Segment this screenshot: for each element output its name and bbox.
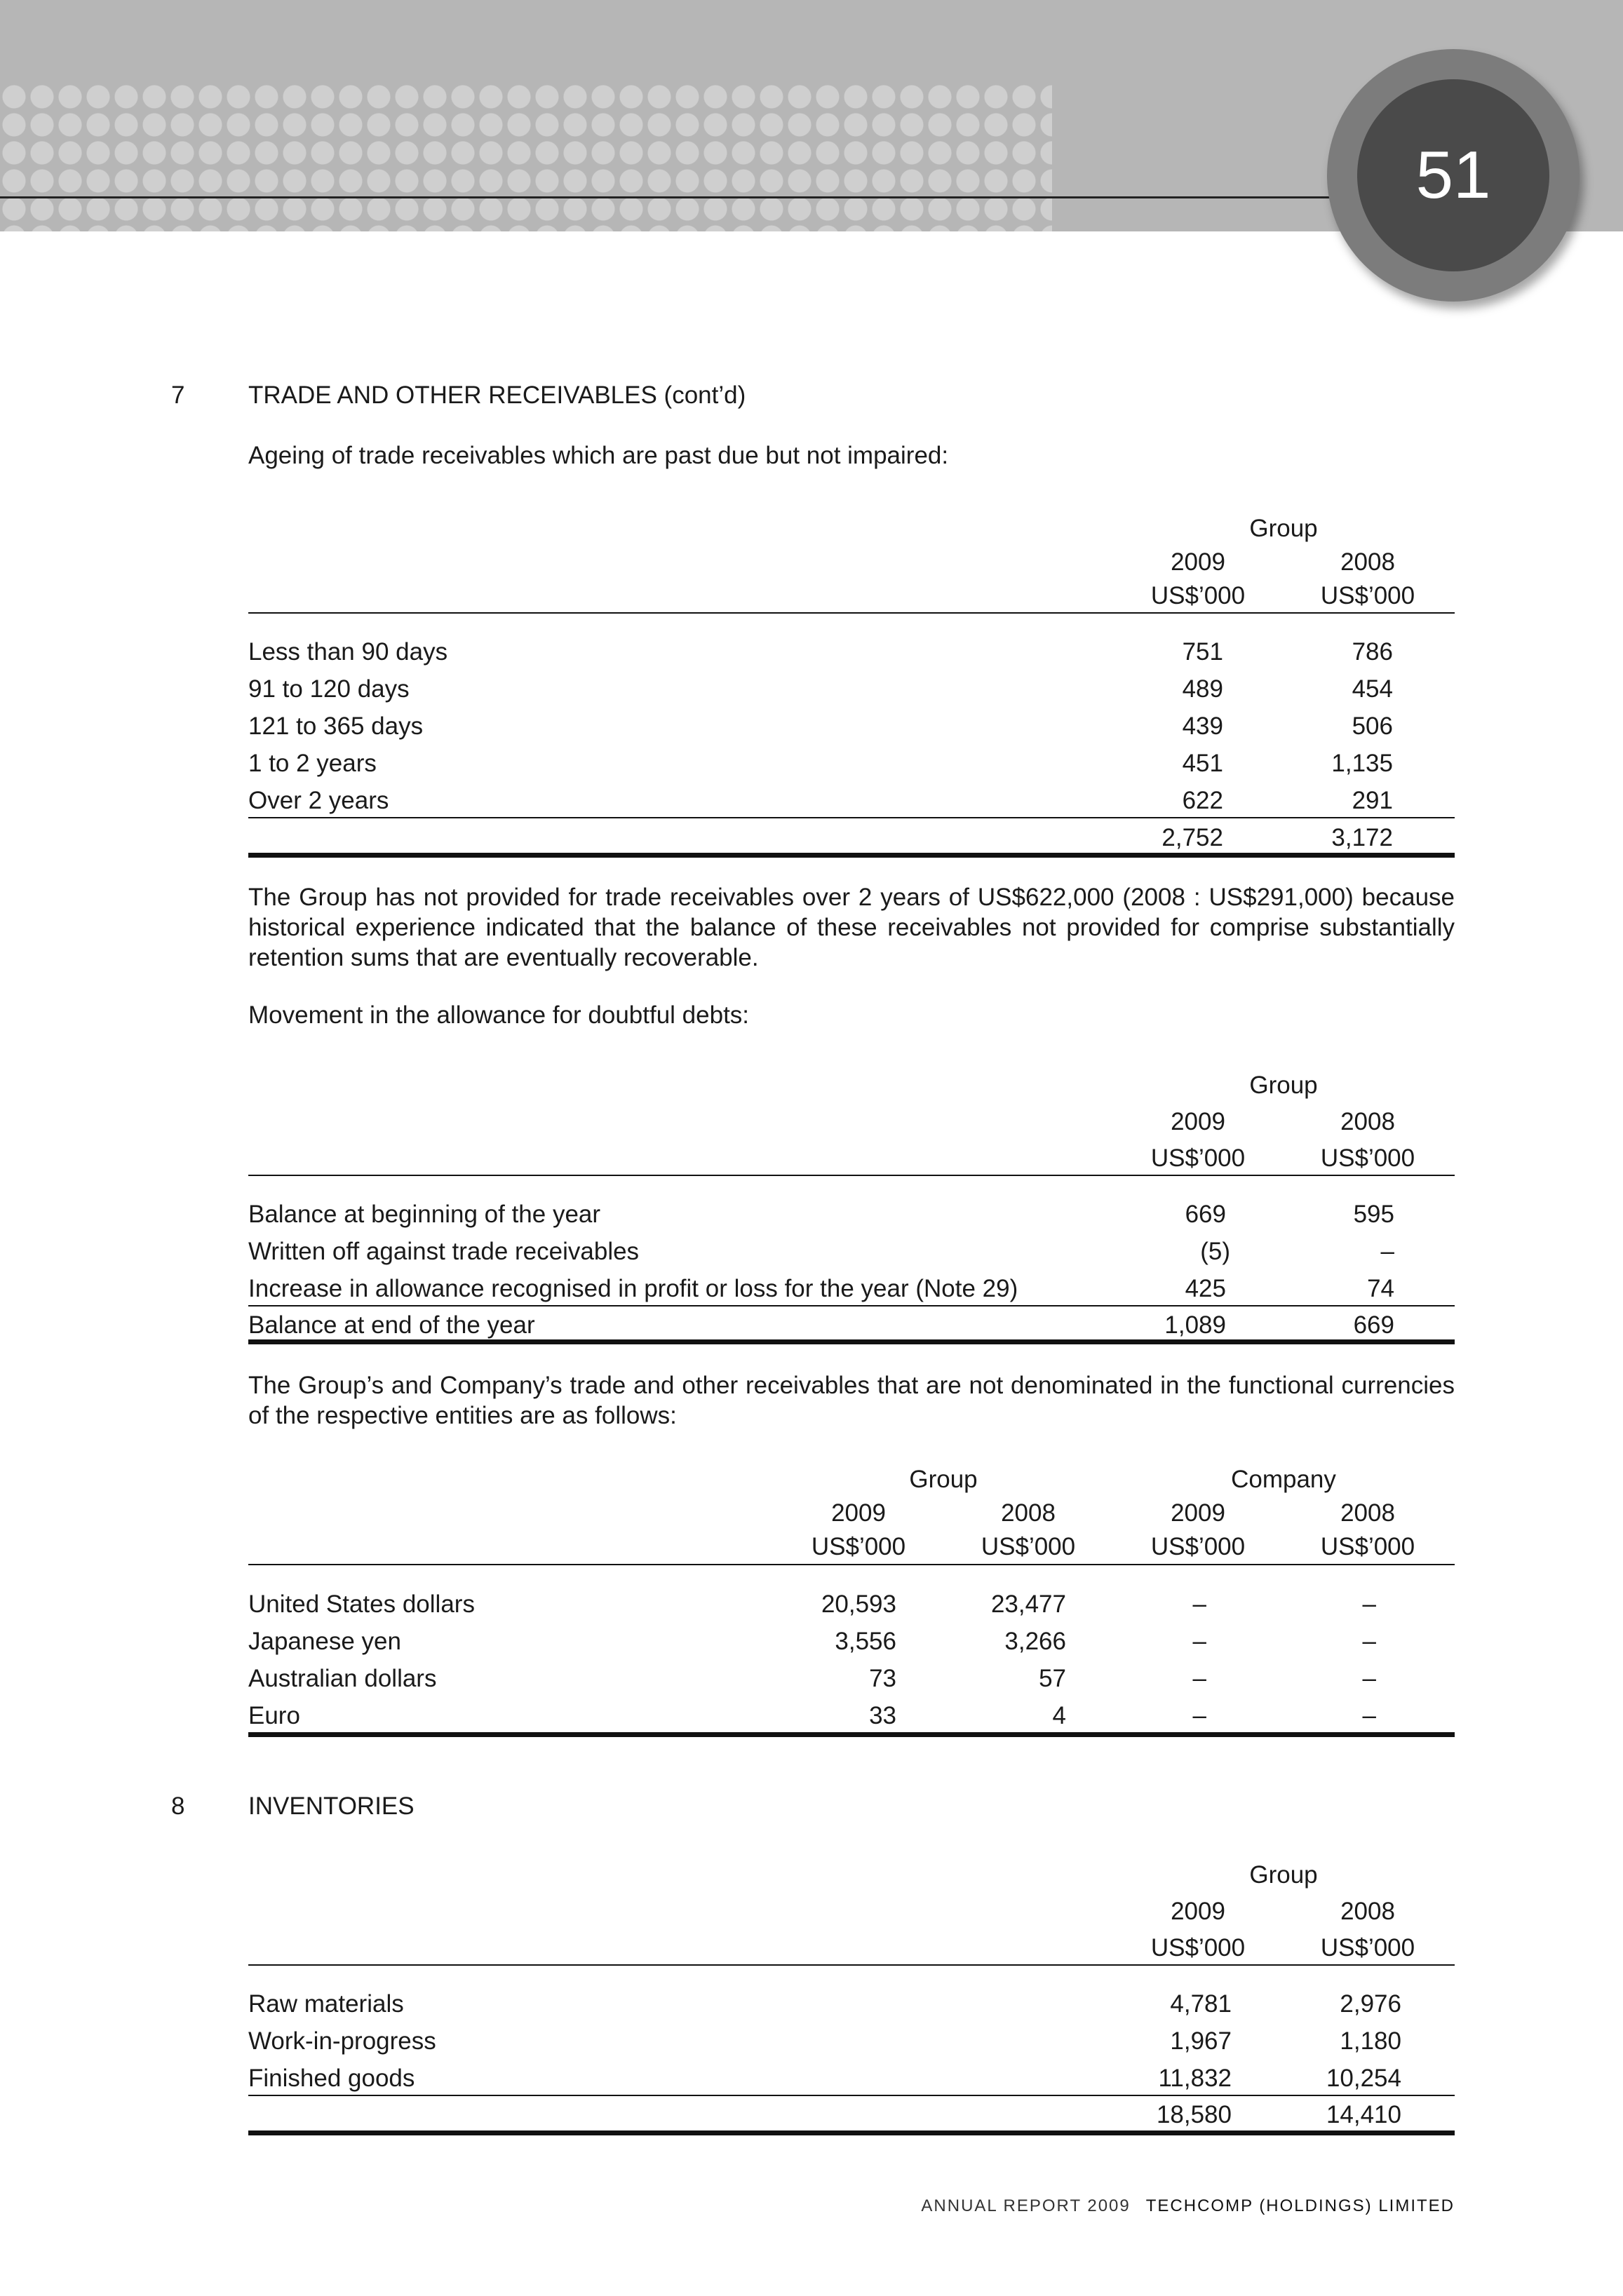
unit-header: US$’000	[1150, 1934, 1246, 1961]
value-2008: 1,135	[1331, 750, 1393, 777]
unit-header: US$’000	[1150, 1144, 1246, 1172]
year-header: 2008	[1340, 1898, 1395, 1925]
year-header: 2009	[1171, 1499, 1225, 1527]
unit-header: US$’000	[981, 1533, 1076, 1560]
group-2008: 3,266	[1004, 1628, 1066, 1655]
value-2008: 291	[1352, 787, 1393, 814]
subtotal-rule	[248, 1305, 1455, 1306]
group-2009: 33	[869, 1702, 896, 1729]
year-header: 2008	[1340, 548, 1395, 576]
total-2009: 2,752	[1161, 824, 1223, 851]
value-2009: 1,967	[1170, 2027, 1232, 2055]
row-label: Written off against trade receivables	[248, 1238, 640, 1265]
row-label: Euro	[248, 1702, 300, 1729]
company-2008: –	[1362, 1665, 1376, 1692]
total-rule	[248, 1732, 1455, 1737]
total-rule	[248, 853, 1455, 858]
group-2008: 57	[1039, 1665, 1066, 1692]
value-2008: 595	[1353, 1201, 1394, 1228]
section-number: 8	[171, 1792, 185, 1820]
header-rule	[0, 196, 1347, 198]
page-footer	[921, 2196, 1455, 2216]
unit-header: US$’000	[1150, 1533, 1246, 1560]
group-2008: 23,477	[990, 1591, 1066, 1618]
row-label: Japanese yen	[248, 1628, 401, 1655]
allowance-intro: Movement in the allowance for doubtful debts:	[248, 1001, 750, 1029]
section-number: 7	[171, 381, 185, 409]
value-2008: 2,976	[1340, 1990, 1401, 2018]
company-2008: –	[1362, 1591, 1376, 1618]
row-label: Raw materials	[248, 1990, 404, 2018]
value-2009: 622	[1182, 787, 1223, 814]
group-2009: 20,593	[821, 1591, 896, 1618]
total-label: Balance at end of the year	[248, 1311, 535, 1339]
row-label: Increase in allowance recognised in profit or loss for the year (Note 29)	[248, 1275, 1018, 1302]
value-2009: 4,781	[1170, 1990, 1232, 2018]
unit-header: US$’000	[1320, 1533, 1415, 1560]
year-header: 2009	[1171, 1108, 1225, 1135]
unit-header: US$’000	[1150, 582, 1246, 609]
subtotal-rule	[248, 2095, 1455, 2096]
dot-pattern	[0, 83, 1052, 231]
unit-header: US$’000	[1320, 1934, 1415, 1961]
total-rule	[248, 2130, 1455, 2135]
value-2009: 11,832	[1158, 2065, 1232, 2092]
company-header: Company	[1231, 1466, 1336, 1493]
total-2008: 3,172	[1331, 824, 1393, 851]
value-2009: 451	[1182, 750, 1223, 777]
value-2009: 439	[1182, 713, 1223, 740]
value-2009: 669	[1185, 1201, 1226, 1228]
value-2009: 751	[1182, 638, 1223, 666]
unit-header: US$’000	[1320, 1144, 1415, 1172]
unit-header: US$’000	[1320, 582, 1415, 609]
group-2008: 4	[1052, 1702, 1066, 1729]
row-label: Over 2 years	[248, 787, 389, 814]
year-header: 2009	[831, 1499, 886, 1527]
row-label: 121 to 365 days	[248, 713, 424, 740]
value-2009: 425	[1185, 1275, 1226, 1302]
section-title: INVENTORIES	[248, 1792, 415, 1820]
header-rule	[248, 1564, 1455, 1565]
ageing-intro: Ageing of trade receivables which are past due but not impaired:	[248, 442, 949, 469]
total-2008: 669	[1353, 1311, 1394, 1339]
header-rule	[248, 1964, 1455, 1966]
row-label: United States dollars	[248, 1591, 475, 1618]
group-header: Group	[1249, 515, 1318, 542]
value-2008: 506	[1352, 713, 1393, 740]
company-2008: –	[1362, 1702, 1376, 1729]
company-2008: –	[1362, 1628, 1376, 1655]
row-label: 1 to 2 years	[248, 750, 377, 777]
row-label: Finished goods	[248, 2065, 415, 2092]
header-rule	[248, 612, 1455, 614]
unit-header: US$’000	[811, 1533, 906, 1560]
total-2009: 1,089	[1164, 1311, 1226, 1339]
company-2009: –	[1192, 1702, 1206, 1729]
company-2009: –	[1192, 1665, 1206, 1692]
value-2008: 10,254	[1326, 2065, 1401, 2092]
year-header: 2008	[1001, 1499, 1056, 1527]
row-label: Balance at beginning of the year	[248, 1201, 601, 1228]
value-2008: 1,180	[1340, 2027, 1401, 2055]
subtotal-rule	[248, 817, 1455, 818]
year-header: 2008	[1340, 1108, 1395, 1135]
group-header: Group	[1249, 1861, 1318, 1889]
year-header: 2008	[1340, 1499, 1395, 1527]
value-2008: 786	[1352, 638, 1393, 666]
company-2009: –	[1192, 1591, 1206, 1618]
value-2009: 489	[1182, 675, 1223, 703]
footer-report: ANNUAL REPORT 2009	[921, 2196, 1131, 2215]
page-number: 51	[1357, 79, 1549, 271]
row-label: 91 to 120 days	[248, 675, 410, 703]
group-header: Group	[1249, 1072, 1318, 1099]
total-2008: 14,410	[1326, 2101, 1401, 2128]
section-title: TRADE AND OTHER RECEIVABLES (cont’d)	[248, 381, 746, 409]
group-2009: 73	[869, 1665, 896, 1692]
row-label: Australian dollars	[248, 1665, 437, 1692]
group-2009: 3,556	[835, 1628, 896, 1655]
total-2009: 18,580	[1156, 2101, 1232, 2128]
value-2008: –	[1380, 1238, 1394, 1265]
total-rule	[248, 1339, 1455, 1344]
currency-intro: The Group’s and Company’s trade and other receivables that are not denominated in the functional currencies of the respective entities are as follows:	[248, 1372, 1455, 1429]
row-label: Work-in-progress	[248, 2027, 436, 2055]
value-2008: 454	[1352, 675, 1393, 703]
value-2009: (5)	[1200, 1238, 1230, 1265]
row-label: Less than 90 days	[248, 638, 448, 666]
ageing-note: The Group has not provided for trade receivables over 2 years of US$622,000 (2008 : US$291,000) because historical experience indicated that the balance of these receivables not provided for comprise substantially retention sums that are eventually recoverable.	[248, 884, 1455, 971]
group-header: Group	[909, 1466, 978, 1493]
year-header: 2009	[1171, 1898, 1225, 1925]
company-2009: –	[1192, 1628, 1206, 1655]
year-header: 2009	[1171, 548, 1225, 576]
header-rule	[248, 1175, 1455, 1176]
footer-company: TECHCOMP (HOLDINGS) LIMITED	[1145, 2196, 1455, 2215]
value-2008: 74	[1367, 1275, 1394, 1302]
